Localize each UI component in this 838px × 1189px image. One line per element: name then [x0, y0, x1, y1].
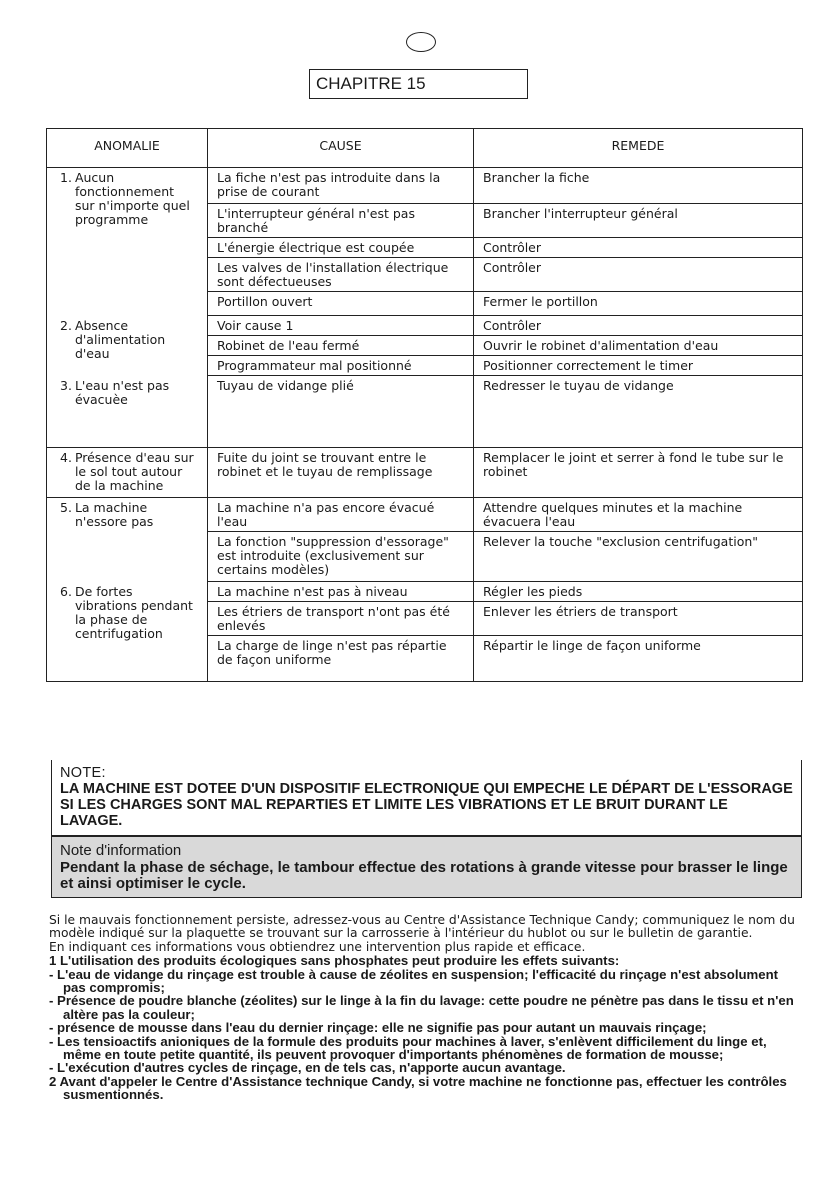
cause-cell: Tuyau de vidange plié: [208, 376, 474, 448]
anomaly-number: 6.: [60, 583, 72, 599]
anomaly-text: Aucun fonctionnement sur n'importe quel programme: [74, 170, 190, 227]
cause-cell: Fuite du joint se trouvant entre le robinet et le tuyau de remplissage: [208, 448, 474, 498]
info-body: Pendant la phase de séchage, le tambour effectue des rotations à grande vitesse pour brasser le linge et ainsi optimiser le cycle.: [60, 858, 788, 892]
table-row: [47, 376, 803, 448]
anomaly-text: De fortes vibrations pendant la phase de centrifugation: [74, 583, 193, 641]
table-row: [47, 316, 803, 336]
remedy-cell: Contrôler: [474, 316, 803, 336]
anomaly-number: 2.: [60, 317, 72, 333]
remedy-cell: Ouvrir le robinet d'alimentation d'eau: [474, 336, 803, 356]
header-cause: CAUSE: [208, 129, 474, 168]
footer-bullet: - Les tensioactifs anioniques de la formule des produits pour machines à laver, s'enlèvent difficilement du linge et, même en toute petite quantité, ils peuvent provoquer d'importants phénomènes de formation de mousse;: [49, 1033, 767, 1063]
header-remede: REMEDE: [474, 129, 803, 168]
footer-intro: Si le mauvais fonctionnement persiste, adressez-vous au Centre d'Assistance Technique Candy; communiquez le nom du modèle indiqué sur la plaquette se trouvant sur la carrosserie à l'intérieur du hublot ou sur le bulletin de garantie.: [49, 913, 795, 941]
cause-cell: Les valves de l'installation électrique sont défectueuses: [208, 258, 474, 292]
table-row: [47, 168, 803, 204]
anomaly-number: 4.: [60, 450, 72, 465]
cause-cell: La fonction "suppression d'essorage" est introduite (exclusivement sur certains modèles): [208, 532, 474, 582]
anomaly-cell: [47, 582, 208, 682]
table-header-row: [47, 129, 803, 168]
remedy-cell: Brancher l'interrupteur général: [474, 204, 803, 238]
remedy-cell: Remplacer le joint et serrer à fond le tube sur le robinet: [474, 448, 803, 498]
remedy-cell: Fermer le portillon: [474, 292, 803, 316]
anomaly-number: 3.: [60, 377, 72, 393]
cause-cell: L'énergie électrique est coupée: [208, 238, 474, 258]
note-body: LA MACHINE EST DOTEE D'UN DISPOSITIF ELECTRONIQUE QUI EMPECHE LE DÉPART DE L'ESSORAGE SI LES CHARGES SONT MAL REPARTIES ET LIMITE LES VIBRATIONS ET LE BRUIT DURANT LE LAVAGE.: [60, 781, 793, 829]
cause-cell: La machine n'est pas à niveau: [208, 582, 474, 602]
cause-cell: Programmateur mal positionné: [208, 356, 474, 376]
remedy-cell: Régler les pieds: [474, 582, 803, 602]
info-title: Note d'information: [60, 842, 182, 859]
remedy-cell: Contrôler: [474, 238, 803, 258]
anomaly-number: 1.: [60, 170, 72, 185]
cause-cell: Robinet de l'eau fermé: [208, 336, 474, 356]
anomaly-text: Présence d'eau sur le sol tout autour de la machine: [74, 450, 194, 493]
remedy-cell: Brancher la fiche: [474, 168, 803, 204]
anomaly-cell: [47, 498, 208, 582]
cause-cell: Voir cause 1: [208, 316, 474, 336]
footer-point-2: 2 Avant d'appeler le Centre d'Assistance technique Candy, si votre machine ne fonctionne pas, effectuer les contrôles susmentionnés.: [49, 1073, 787, 1103]
anomaly-text: L'eau n'est pas évacuèe: [74, 377, 170, 407]
footer-point-1: 1 L'utilisation des produits écologiques sans phosphates peut produire les effets suivants:: [49, 953, 620, 969]
cause-cell: La fiche n'est pas introduite dans la prise de courant: [208, 168, 474, 204]
table-row: [47, 582, 803, 602]
remedy-cell: Contrôler: [474, 258, 803, 292]
anomaly-cell: [47, 448, 208, 498]
anomaly-cell: [47, 376, 208, 448]
remedy-cell: Positionner correctement le timer: [474, 356, 803, 376]
table-row: [47, 498, 803, 532]
remedy-cell: Attendre quelques minutes et la machine évacuera l'eau: [474, 498, 803, 532]
language-indicator-oval: [406, 32, 436, 52]
information-note-box: [51, 836, 802, 898]
footer-intro-2: En indiquant ces informations vous obtiendrez une intervention plus rapide et efficace.: [49, 939, 586, 954]
cause-cell: Portillon ouvert: [208, 292, 474, 316]
table-row: [47, 448, 803, 498]
footer-bullet: - présence de mousse dans l'eau du dernier rinçage: elle ne signifie pas pour autant un mauvais rinçage;: [49, 1020, 707, 1036]
chapter-title: CHAPITRE 15: [309, 69, 528, 99]
footer-bullet: - L'eau de vidange du rinçage est trouble à cause de zéolites en suspension; l'efficacité du rinçage n'est absolument pas compromis;: [49, 966, 779, 996]
footer-bullet: - L'exécution d'autres cycles de rinçage, en de tels cas, n'apporte aucun avantage.: [49, 1060, 566, 1076]
footer-bullet: - Présence de poudre blanche (zéolites) sur le linge à la fin du lavage: cette poudre ne pénètre pas dans le tissu et n'en altère pas la couleur;: [49, 993, 794, 1022]
cause-cell: L'interrupteur général n'est pas branché: [208, 204, 474, 238]
troubleshooting-table: [46, 128, 803, 682]
cause-cell: Les étriers de transport n'ont pas été enlevés: [208, 602, 474, 636]
anomaly-text: La machine n'essore pas: [74, 500, 154, 529]
cause-cell: La machine n'a pas encore évacué l'eau: [208, 498, 474, 532]
remedy-cell: Enlever les étriers de transport: [474, 602, 803, 636]
footer-text: [49, 914, 797, 1102]
note-box: [51, 760, 802, 836]
cause-cell: La charge de linge n'est pas répartie de façon uniforme: [208, 636, 474, 682]
remedy-cell: Répartir le linge de façon uniforme: [474, 636, 803, 682]
remedy-cell: Relever la touche "exclusion centrifugation": [474, 532, 803, 582]
remedy-cell: Redresser le tuyau de vidange: [474, 376, 803, 448]
anomaly-cell: [47, 168, 208, 316]
anomaly-text: Absence d'alimentation d'eau: [74, 317, 166, 361]
anomaly-number: 5.: [60, 500, 72, 515]
table-body: [47, 168, 803, 682]
note-title: NOTE:: [60, 765, 106, 781]
header-anomalie: ANOMALIE: [47, 129, 208, 168]
anomaly-cell: [47, 316, 208, 376]
